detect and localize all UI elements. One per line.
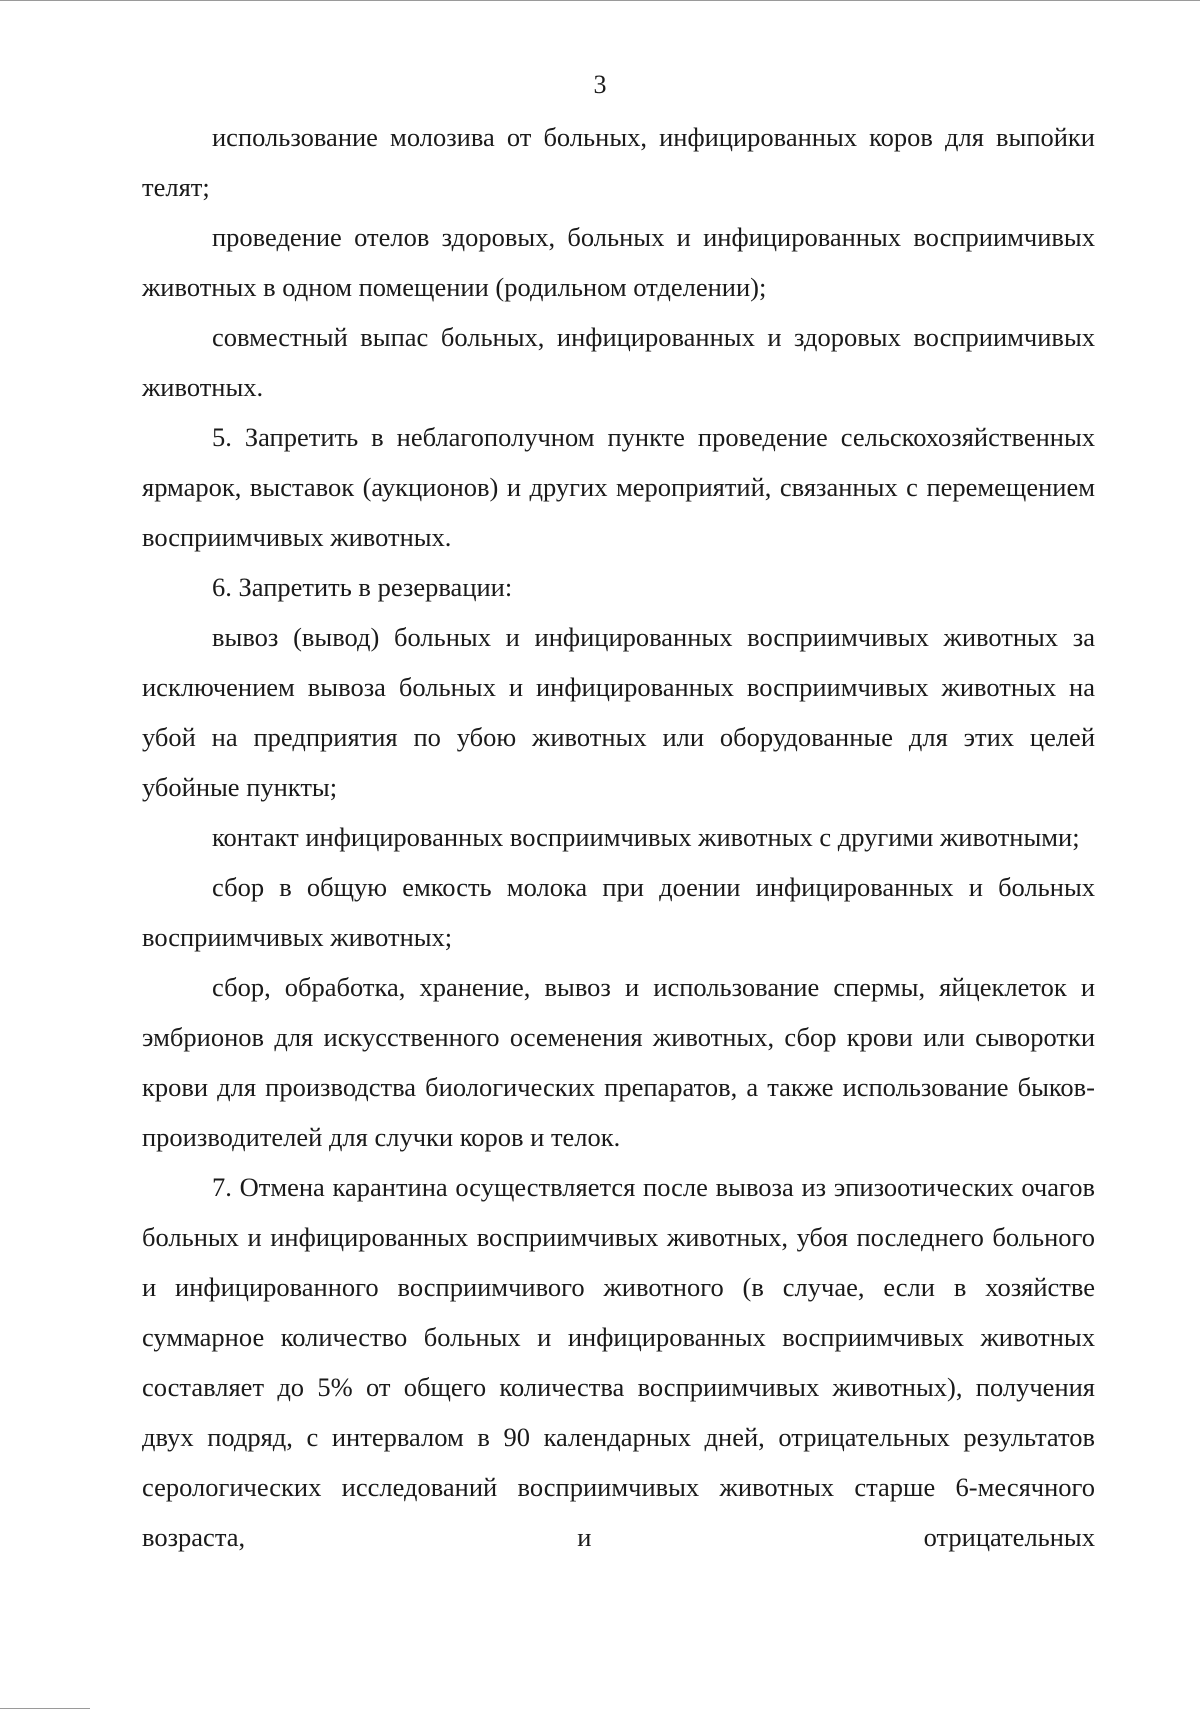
paragraph-colostrum: использование молозива от больных, инфицированных коров для выпойки телят; [142,122,1095,202]
paragraph-milk: сбор в общую емкость молока при доении инфицированных и больных восприимчивых животных; [142,872,1095,952]
paragraph-calving: проведение отелов здоровых, больных и инфицированных восприимчивых животных в одном помещении (родильном отделении); [142,222,1095,302]
scan-edge-bottom [0,1708,90,1709]
paragraph-item-6: 6. Запретить в резервации: [212,572,513,602]
paragraph-semen: сбор, обработка, хранение, вывоз и использование спермы, яйцеклеток и эмбрионов для искусственного осеменения животных, сбор крови или сыворотки крови для производства биологических препаратов, а также использование быков-производителей для случки коров и телок. [142,972,1095,1152]
paragraph-grazing: совместный выпас больных, инфицированных и здоровых восприимчивых животных. [142,322,1095,402]
paragraph-contact: контакт инфицированных восприимчивых животных с другими животными; [212,822,1080,852]
paragraph-removal: вывоз (вывод) больных и инфицированных восприимчивых животных за исключением вывоза больных и инфицированных восприимчивых животных на убой на предприятия по убою животных или оборудованные для этих целей убойные пункты; [142,622,1095,802]
document-body [142,112,1095,1562]
scan-edge-top [0,0,1200,1]
page-number: 3 [593,70,607,99]
paragraph-item-5: 5. Запретить в неблагополучном пункте проведение сельскохозяйственных ярмарок, выставок (аукционов) и других мероприятий, связанных с перемещением восприимчивых животных. [142,422,1095,552]
paragraph-item-7: 7. Отмена карантина осуществляется после вывоза из эпизоотических очагов больных и инфицированных восприимчивых животных, убоя последнего больного и инфицированного восприимчивого животного (в случае, если в хозяйстве суммарное количество больных и инфицированных восприимчивых животных составляет до 5% от общего количества восприимчивых животных), получения двух подряд, с интервалом в 90 календарных дней, отрицательных результатов серологических исследований восприимчивых животных старше 6-месячного возраста, и отрицательных [142,1172,1095,1552]
